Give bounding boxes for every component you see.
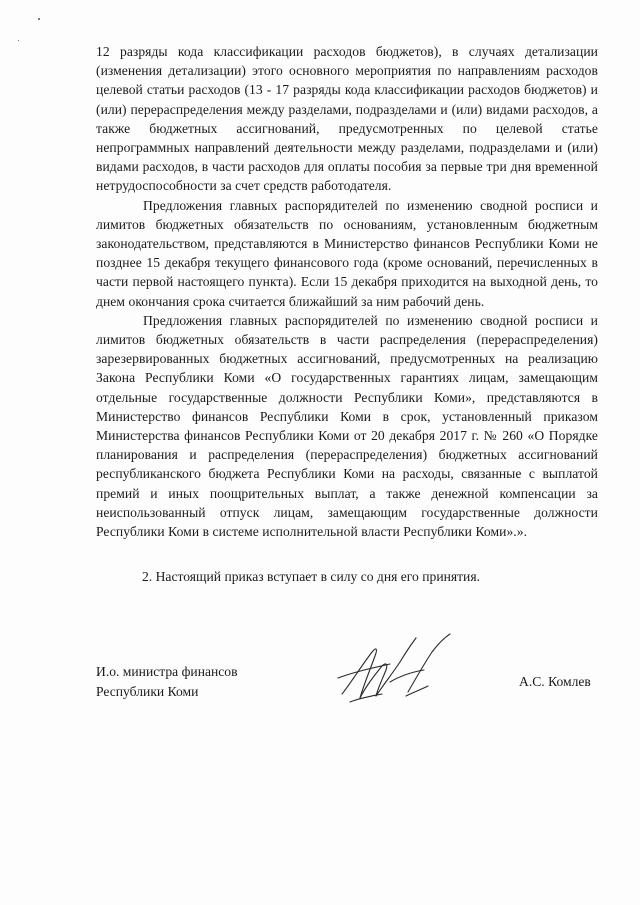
paragraph-continuation: 12 разряды кода классификации расходов бюджетов), в случаях детализации (изменения детализации) этого основного мероприятия по направлениям расходов целевой статьи расходов (13 - 17 разряды кода классификации расходов бюджетов) и (или) перераспределения между разделами, подразделами и (или) видами расходов, а также бюджетных ассигнований, предусмотренных по целевой статье непрограммных направлений деятельности между разделами, подразделами и (или) видами расходов, в части расходов для оплаты пособия за первые три дня временной нетрудоспособности за счет средств работодателя. — [96, 44, 598, 194]
paragraph-deadline: Предложения главных распорядителей по изменению сводной росписи и лимитов бюджетных обязательств по основаниям, установленным бюджетным законодательством, представляются в Министерство финансов Республики Коми не позднее 15 декабря текущего финансового года (кроме оснований, перечисленных в части первой настоящего пункта). Если 15 декабря приходится на выходной день, то днем окончания срока считается ближайший за ним рабочий день. — [96, 197, 598, 309]
scan-speck — [38, 18, 40, 20]
signatory-title — [96, 662, 238, 701]
signatory-title-line2: Республики Коми — [96, 683, 199, 699]
clause-2: 2. Настоящий приказ вступает в силу со дня его принятия. — [142, 569, 480, 584]
signatory-title-line1: И.о. министра финансов — [96, 664, 238, 679]
body-text — [96, 42, 598, 541]
signatory-name: А.С. Комлев — [519, 674, 591, 689]
paragraph-reserved-allocations: Предложения главных распорядителей по изменению сводной росписи и лимитов бюджетных обязательств в части распределения (перераспределения) зарезервированных бюджетных ассигнований, предусмотренных на реализацию Закона Республики Коми «О государственных гарантиях лицам, замещающим отдельные государственные должности Республики Коми», представляются в Министерство финансов Республики Коми в срок, установленный приказом Министерства финансов Республики Коми от 20 декабря 2017 г. № 260 «О Порядке планирования и распределения (перераспределения) бюджетных ассигнований республиканского бюджета Республики Коми на расходы, связанные с выплатой премий и иных поощрительных выплат, а также денежной компенсации за неиспользованный отпуск лицам, замещающим государственные должности Республики Коми в системе исполнительной власти Республики Коми».». — [96, 312, 598, 540]
scan-speck — [18, 40, 19, 41]
handwritten-signature — [320, 622, 470, 722]
